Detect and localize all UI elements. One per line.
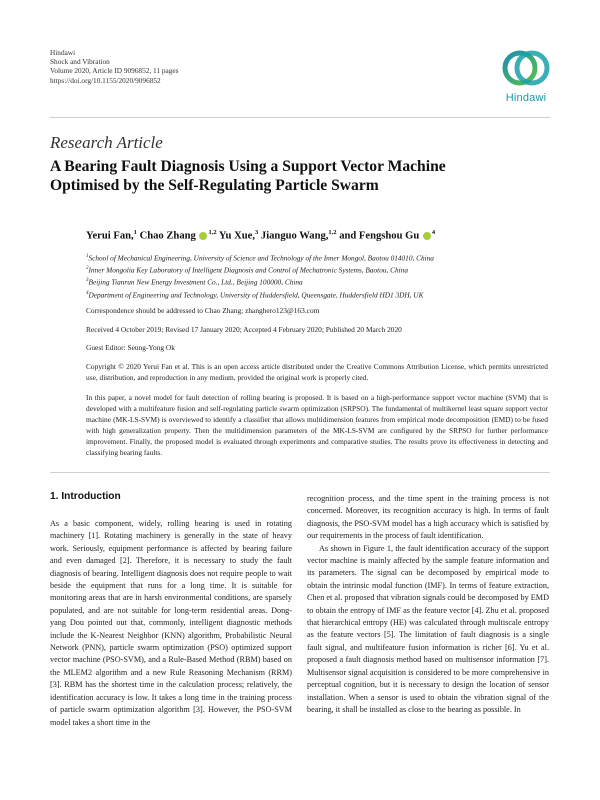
title-line: A Bearing Fault Diagnosis Using a Support Vector Machine <box>50 158 446 175</box>
volume-line: Volume 2020, Article ID 9096852, 11 pages <box>50 66 179 76</box>
doi-link[interactable]: https://doi.org/10.1155/2020/9096852 <box>50 75 161 85</box>
author-name: Yerui Fan, <box>86 230 134 242</box>
body-paragraph: As shown in Figure 1, the fault identification accuracy of the support vector machine is mainly affected by the sample feature information and its parameters. The signal can be decomposed by empirical mode to obtain the intrinsic modal function (IMF). In terms of feature extraction, Chen et al. proposed that vibration signals could be decomposed by EMD to obtain the entropy of IMF as the feature vector [4]. Zhu et al. proposed that hierarchical entropy (HE) was calculated through multiscale entropy as the feature vectors [5]. The limitation of fault diagnosis is a single fault signal, and multifeature fusion information is richer [6]. Yu et al. proposed a fault diagnosis method based on multisensor information [7]. Multisensor signal acquisition is considered to be more comprehensive in perceptual cognition, but it is necessary to design the location of sensor installation. When a sensor is used to obtain the vibration signal of the bearing, it shall be installed as close to the bearing as possible. In <box>307 543 549 714</box>
abstract: In this paper, a novel model for fault detection of rolling bearing is proposed. It is based on a high-performance support vector machine (SVM) that is developed with a multifeature fusion and self-regulating particle swarm optimization (SRPSO). The fundamental of multikernel least square support vector machine (MK-LS-SVM) is overviewed to identify a classifier that allows multidimension features from empirical mode decomposition (EMD) to be fused with high generalization property. Then the multidimension parameters of the MK-LS-SVM are configured by the SRPSO for further performance improvement. Finally, the proposed model is evaluated through experiments and comparative studies. The results prove its effectiveness in detecting and classifying bearing faults. <box>86 393 548 458</box>
author-affil-sup: 1 <box>133 229 137 236</box>
publication-dates: Received 4 October 2019; Revised 17 January 2020; Accepted 4 February 2020; Published 20 March 2020 <box>86 325 402 334</box>
author-affil-sup: 3 <box>254 229 259 236</box>
correspondence: Correspondence should be addressed to Chao Zhang; zhanghero123@163.com <box>86 306 320 315</box>
affiliation-sup: 3 <box>86 278 89 284</box>
affiliation-text: School of Mechanical Engineering, University of Science and Technology of the Inner Mongol, Baotou 014010, China <box>88 253 434 263</box>
affiliation-sup: 2 <box>86 266 89 272</box>
title-line: Optimised by the Self-Regulating Particle Swarm <box>50 177 379 194</box>
author-name: Yu Xue, <box>218 230 255 242</box>
guest-editor: Guest Editor: Seung-Yong Ok <box>86 343 175 352</box>
publisher-name: Hindawi <box>50 48 76 57</box>
affiliation-item <box>86 289 434 301</box>
author-affil-sup: 1,2 <box>328 229 337 236</box>
publisher-logo <box>497 46 555 108</box>
author-affil-sup: 4 <box>431 229 436 236</box>
body-paragraph: recognition process, and the time spent in the training process is not concerned. Moreover, its recognition accuracy is high. In terms of fault diagnosis, the PSO-SVM model has a high accuracy which is satisfied by our requirements in the process of fault identification. <box>307 494 549 541</box>
body-paragraph: As a basic component, widely, rolling bearing is used in rotating machinery [1]. Rotating machinery is generally in the state of heavy work. Seriously, equipment performance is affected by bearing failure and even damaged [2]. Therefore, it is necessary to study the fault diagnosis of bearing. Intelligent diagnosis does not require people to wait beside the equipment that runs for a long time. It is suitable for monitoring areas that are in harsh environmental conditions, are sparsely populated, and are not suitable for long-term residential areas. Dong-yang Dou pointed out that, commonly, intelligent diagnostic methods include the K-Nearest Neighbor (KNN) algorithm, Probabilistic Neural Network (PNN), particle swarm optimization (PSO) optimized support vector machine (PSO-SVM), and a Rule-Based Method (RBM) based on the MLEM2 algorithm and a new Rule Reasoning Mechanism (RRM) [3]. RBM has the shortest time in the calculation process; relatively, the identification accuracy is low. It takes a long time in the training process of particle swarm optimization algorithm [3]. However, the PSO-SVM model takes a short time in the <box>50 519 292 727</box>
author-name: Chao Zhang <box>139 230 196 242</box>
article-type: Research Article <box>50 133 163 152</box>
right-column <box>307 493 549 716</box>
abstract-divider <box>50 472 550 473</box>
article-title <box>50 157 550 195</box>
affiliation-sup: 4 <box>86 290 89 296</box>
orcid-icon[interactable] <box>199 232 207 240</box>
affiliation-item <box>86 276 434 288</box>
affiliation-text: Department of Engineering and Technology, University of Huddersfield, Queensgate, Huddersfield HD1 3DH, UK <box>88 290 424 300</box>
left-column <box>50 518 292 729</box>
affiliation-item <box>86 252 434 264</box>
affiliations <box>86 252 434 301</box>
author-list <box>86 229 435 242</box>
affiliation-text: Inner Mongolia Key Laboratory of Intelligent Diagnosis and Control of Mechatronic Systems, Baotou, China <box>88 265 408 275</box>
orcid-icon[interactable] <box>423 232 431 240</box>
logo-wordmark: Hindawi <box>505 92 547 104</box>
header-divider <box>50 117 550 118</box>
hindawi-rings-icon <box>499 46 553 90</box>
copyright-notice: Copyright © 2020 Yerui Fan et al. This is an open access article distributed under the Creative Commons Attribution License, which permits unrestricted use, distribution, and reproduction in any medium, provided the original work is properly cited. <box>86 362 548 382</box>
affiliation-item <box>86 264 434 276</box>
author-name: and Fengshou Gu <box>339 230 420 242</box>
journal-name: Shock and Vibration <box>50 57 110 67</box>
affiliation-sup: 1 <box>86 254 89 259</box>
section-heading: 1. Introduction <box>50 491 121 502</box>
affiliation-text: Beijing Tianrun New Energy Investment Co., Ltd., Beijing 100000, China <box>88 277 303 287</box>
journal-info <box>50 48 179 85</box>
author-name: Jianguo Wang, <box>260 230 329 242</box>
author-affil-sup: 1,2 <box>208 229 217 236</box>
